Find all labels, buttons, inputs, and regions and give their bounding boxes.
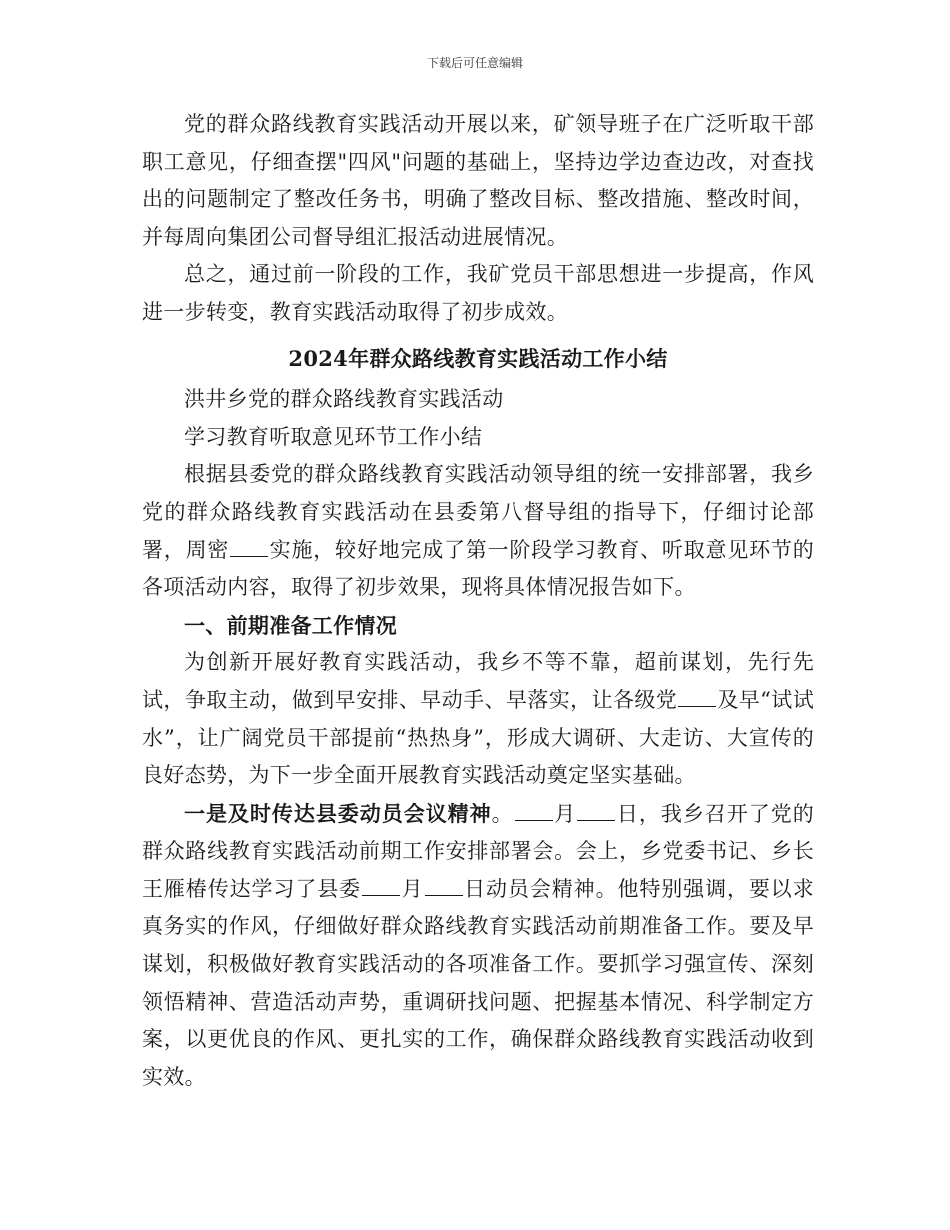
prep-text-b: 及早“试试水”，让广阔党员干部提前“热热身”，形成大调研、大走访、大宣传的良好态势，为下一步全面开展教育实践活动奠定坚实基础。: [142, 687, 814, 788]
meeting-text-e: 日动员会精神。他特别强调，要以求真务实的作风，仔细做好群众路线教育实践活动前期准备工作。要及早谋划，积极做好教育实践活动的各项准备工作。要抓学习强宣传、深刻领悟精神、营造活动声势，重调研找问题、把握基本情况、科学制定方案，以更优良的作风、更扎实的工作，确保群众路线教育实践活动收到实效。: [142, 876, 814, 1089]
meeting-text-c: 日，我乡召开了党的群众路线教育实践活动前期工作安排部署会。会上，乡党委书记、乡长王雁椿传达学习了县委: [142, 801, 814, 901]
blank-underline: [362, 875, 400, 896]
blank-underline: [515, 800, 553, 821]
subtitle-line-1: 洪井乡党的群众路线教育实践活动: [184, 387, 504, 412]
paragraph-intro: [142, 456, 814, 606]
prep-text-a: 为创新开展好教育实践活动，我乡不等不靠，超前谋划，先行先试，争取主动，做到早安排、早动手、早落实，让各级党: [142, 650, 814, 712]
document-body: [142, 106, 814, 1096]
page-header-note: 下载后可任意编辑: [426, 56, 523, 70]
blank-underline: [678, 686, 716, 707]
meeting-text-a: 。: [491, 801, 514, 826]
intro-text-a: 根据县委党的群众路线教育实践活动领导组的统一安排部署，我乡党的群众路线教育实践活动在县委第八督导组的指导下，仔细讨论部署，周密: [142, 462, 814, 562]
blank-underline: [230, 536, 268, 557]
blank-underline: [425, 875, 463, 896]
meeting-text-d: 月: [401, 876, 424, 901]
paragraph-rectification: 党的群众路线教育实践活动开展以来，矿领导班子在广泛听取干部职工意见，仔细查摆"四风"问题的基础上，坚持边学边查边改，对查找出的问题制定了整改任务书，明确了整改目标、整改措施、整改时间，并每周向集团公司督导组汇报活动进展情况。: [142, 112, 814, 249]
blank-underline: [577, 800, 615, 821]
paragraph-summary: 总之，通过前一阶段的工作，我矿党员干部思想进一步提高，作风进一步转变，教育实践活动取得了初步成效。: [142, 262, 814, 324]
intro-text-b: 实施，较好地完成了第一阶段学习教育、听取意见环节的各项活动内容，取得了初步效果，现将具体情况报告如下。: [142, 537, 814, 600]
paragraph-meeting: [142, 795, 814, 1097]
meeting-text-b: 月: [553, 801, 577, 826]
document-title: 2024年群众路线教育实践活动工作小结: [288, 345, 668, 371]
paragraph-preparation: [142, 644, 814, 794]
meeting-lead: 一是及时传达县委动员会议精神: [184, 800, 492, 826]
section-heading-1: 一、前期准备工作情况: [184, 612, 397, 638]
subtitle-line-2: 学习教育听取意见环节工作小结: [184, 424, 483, 449]
